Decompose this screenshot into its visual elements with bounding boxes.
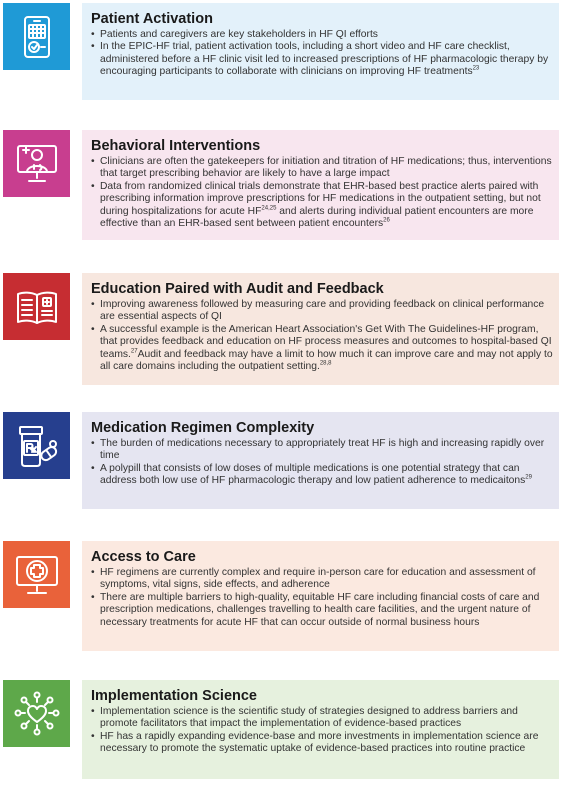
content-panel	[82, 412, 559, 509]
section-title: Patient Activation	[91, 11, 213, 27]
icon-box	[3, 273, 70, 340]
bullet-item: • The burden of medications necessary to appropriately treat HF is high and increasing rapidly over time	[91, 438, 553, 463]
content-panel	[82, 541, 559, 651]
community-heart-icon	[12, 689, 62, 739]
open-book-medical-icon	[12, 282, 62, 332]
bullet-item: • Improving awareness followed by measuring care and providing feedback on clinical performance are essential aspects of QI	[91, 299, 553, 324]
bullet-item: • Patients and caregivers are key stakeholders in HF QI efforts	[91, 29, 553, 41]
bullet-item: • A polypill that consists of low doses of multiple medications is one potential strategy that can address both low use of HF pharmacologic therapy and low patient adherence to medicaitons$^{29}$	[91, 463, 553, 488]
section-title: Education Paired with Audit and Feedback	[91, 281, 384, 297]
bullet-item: • In the EPIC-HF trial, patient activation tools, including a short video and HF care checklist, administered before a HF clinic visit led to increased prescriptions of HF pharmacologic therapy by encouraging participants to collaborate with clinicians on improving HF treatments$^{23}$	[91, 41, 553, 78]
section-title: Implementation Science	[91, 688, 257, 704]
bullet-item: • Implementation science is the scientific study of strategies designed to address barriers and promote facilitators that impact the implementation of evidence-based practices	[91, 706, 553, 731]
bullet-list	[91, 156, 553, 230]
bullet-list	[91, 567, 553, 629]
bullet-item: • Data from randomized clinical trials demonstrate that EHR-based best practice alerts paired with prescribing information improve prescriptions for HF medications in the outpatient setting, but not during hospitalizations for acute HF$^{24,25}$ and alerts during individual patient encounters are more effective than an EHR-based sent between patient encounters$^{26}$	[91, 181, 553, 231]
bullet-list	[91, 438, 553, 488]
bullet-item: • HF has a rapidly expanding evidence-base and more investments in implementation science are necessary to promote the systematic uptake of evidence-based practices into routine practice	[91, 731, 553, 756]
bullet-list	[91, 29, 553, 79]
bullet-item: • A successful example is the American Heart Association's Get With The Guidelines-HF program, that provides feedback and education on HF process measures and outcomes to hospital-based QI teams.$^{27}$Audit and feedback may have a limit to how much it can improve care and may not apply to all care domains including the outpatient setting.$^{28,8}$	[91, 324, 553, 374]
section-title: Behavioral Interventions	[91, 138, 261, 154]
smartphone-checklist-icon	[12, 12, 62, 62]
section-title: Medication Regimen Complexity	[91, 420, 315, 436]
icon-box	[3, 541, 70, 608]
bullet-item: • There are multiple barriers to high-quality, equitable HF care including financial costs of care and prescription medications, challenges travelling to health care facilities, and the urgent nature of necessary treatments for acute HF that can occur outside of normal business hours	[91, 592, 553, 629]
monitor-medical-cross-icon	[12, 550, 62, 600]
icon-box	[3, 680, 70, 747]
content-panel	[82, 680, 559, 779]
content-panel	[82, 130, 559, 240]
icon-box	[3, 412, 70, 479]
content-panel	[82, 273, 559, 385]
bullet-item: • HF regimens are currently complex and require in-person care for education and assessment of symptoms, vital signs, side effects, and adherence	[91, 567, 553, 592]
content-panel	[82, 3, 559, 100]
telehealth-clinician-icon	[12, 139, 62, 189]
bullet-item: • Clinicians are often the gatekeepers for initiation and titration of HF medications; thus, interventions that target prescribing behavior are likely to have a large impact	[91, 156, 553, 181]
section-title: Access to Care	[91, 549, 196, 565]
icon-box	[3, 3, 70, 70]
icon-box	[3, 130, 70, 197]
pill-bottle-icon	[12, 421, 62, 471]
bullet-list	[91, 706, 553, 756]
bullet-list	[91, 299, 553, 373]
